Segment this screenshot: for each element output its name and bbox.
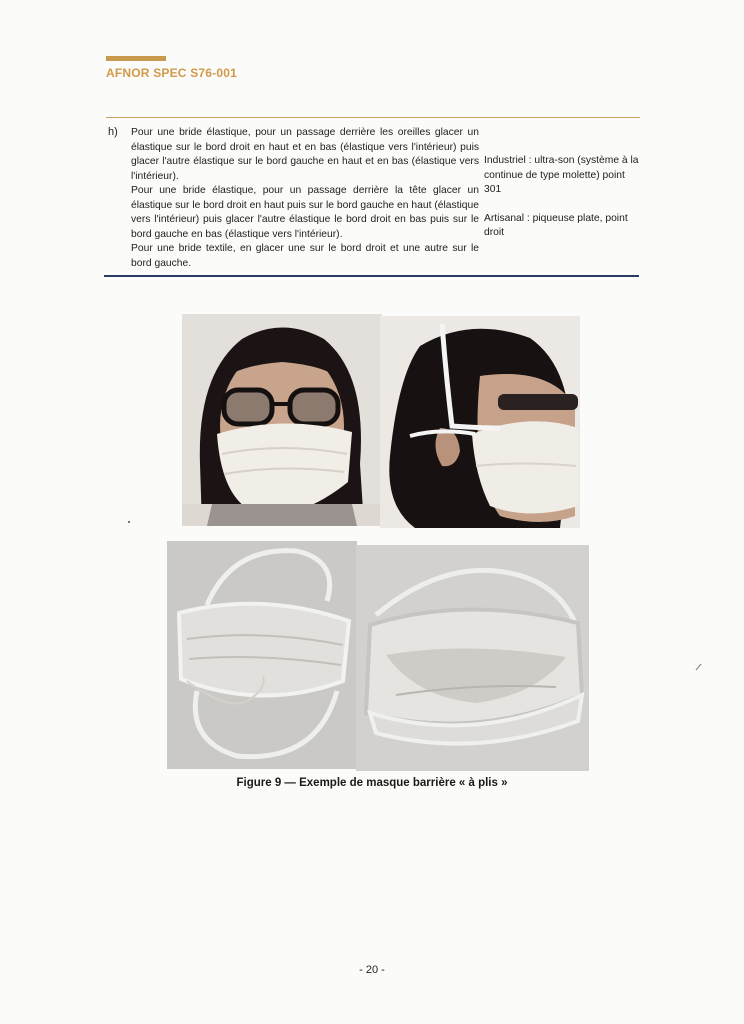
photo-front-view (182, 314, 382, 526)
scan-speck (696, 664, 702, 671)
side-note-industrial: Industriel : ultra-son (système à la continue de type molette) point 301 (484, 155, 639, 195)
header-divider (106, 117, 640, 118)
photo-mask-flat-inside (356, 545, 589, 771)
item-letter: h) (108, 126, 118, 138)
document-reference: AFNOR SPEC S76-001 (106, 66, 237, 80)
item-paragraph: Pour une bride élastique, pour un passage derrière la tête glacer un élastique sur le bord droit en haut puis sur le bord gauche en haut (élastique vers l'intérieur) puis glacer l'autre élastique le bord droit en bas puis sur le bord gauche en bas (élastique vers l'intérieur). (131, 185, 479, 240)
photo-mask-flat-front (167, 541, 357, 769)
item-body (131, 126, 479, 271)
scan-speck (128, 521, 130, 523)
item-paragraph: Pour une bride élastique, pour un passage derrière les oreilles glacer un élastique sur le bord droit en haut et en bas (élastique vers l'intérieur) puis glacer l'autre élastique sur le bord gauche en haut et en bas (élastique vers l'intérieur). (131, 127, 479, 182)
item-paragraph: Pour une bride textile, en glacer une sur le bord droit et une autre sur le bord gauche. (131, 243, 479, 269)
side-note-artisanal: Artisanal : piqueuse plate, point droit (484, 212, 628, 238)
photo-side-view (380, 316, 580, 528)
page-number: - 20 - (359, 964, 385, 976)
item-side-notes (484, 154, 644, 255)
table-bottom-rule (104, 275, 639, 277)
figure-caption: Figure 9 — Exemple de masque barrière « à plis » (236, 777, 508, 789)
header-accent-bar (106, 56, 166, 61)
